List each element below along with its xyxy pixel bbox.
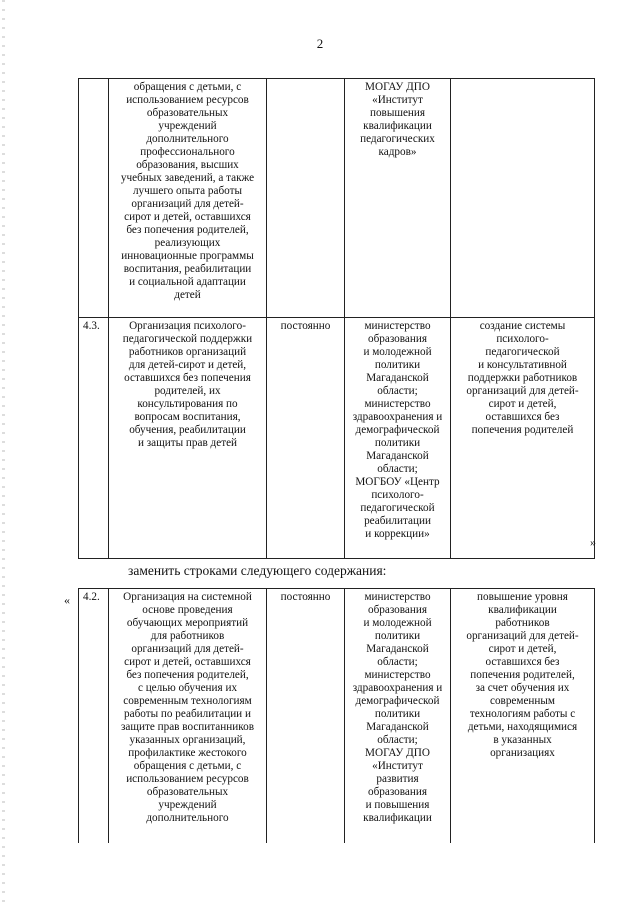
result-cell: [451, 79, 595, 318]
row-number: 4.3.: [79, 318, 109, 559]
page-number: 2: [316, 36, 324, 51]
row-number: 4.2.: [79, 589, 109, 844]
result-cell: повышение уровня квалификации работников организаций для детей- сирот и детей, оставшихся без попечения родителей, за счет обучения их современным технологиям работы с детьми, находящимися в указанных организациях: [451, 589, 595, 844]
executor-cell: министерство образования и молодежной политики Магаданской области; министерство здравоохранения и демографической политики Магаданской области; МОГАУ ДПО «Институт развития образования и повышения квалификации: [345, 589, 451, 844]
executor-cell: МОГАУ ДПО «Институт повышения квалификации педагогических кадров»: [345, 79, 451, 318]
row-number: [79, 79, 109, 318]
closing-quote: »: [590, 535, 596, 549]
table-row: [79, 79, 595, 318]
term-cell: постоянно: [267, 589, 345, 844]
activity-cell: Организация психолого- педагогической поддержки работников организаций для детей-сирот и детей, оставшихся без попечения родителей, их консультирования по вопросам воспитания, обучения, реабилитации и защиты прав детей: [109, 318, 267, 559]
activity-cell: Организация на системной основе проведения обучающих мероприятий для работников организаций для детей- сирот и детей, оставшихся без попечения родителей, с целью обучения их современным технологиям работы по реабилитации и защите прав воспитанников указанных организаций, профилактике жестокого обращения с детьми, с использованием ресурсов образовательных учреждений дополнительного: [109, 589, 267, 844]
term-cell: постоянно: [267, 318, 345, 559]
activity-cell: обращения с детьми, с использованием ресурсов образовательных учреждений дополнительного профессионального образования, высших учебных заведений, а также лучшего опыта работы организаций для детей- сирот и детей, оставшихся без попечения родителей, реализующих инновационные программы воспитания, реабилитации и социальной адаптации детей: [109, 79, 267, 318]
table-row: [79, 318, 595, 559]
plan-table-continued: [78, 78, 595, 559]
executor-cell: министерство образования и молодежной политики Магаданской области; министерство здравоохранения и демографической политики Магаданской области; МОГБОУ «Центр психолого- педагогической реабилитации и коррекции»: [345, 318, 451, 559]
table-row: [79, 589, 595, 844]
replace-instruction: заменить строками следующего содержания:: [128, 563, 387, 578]
plan-table-replacement: [78, 588, 595, 843]
result-cell: создание системы психолого- педагогической и консультативной поддержки работников организаций для детей- сирот и детей, оставшихся без попечения родителей: [451, 318, 595, 559]
term-cell: [267, 79, 345, 318]
scan-edge-marks: [2, 0, 5, 905]
opening-quote: «: [64, 593, 70, 607]
